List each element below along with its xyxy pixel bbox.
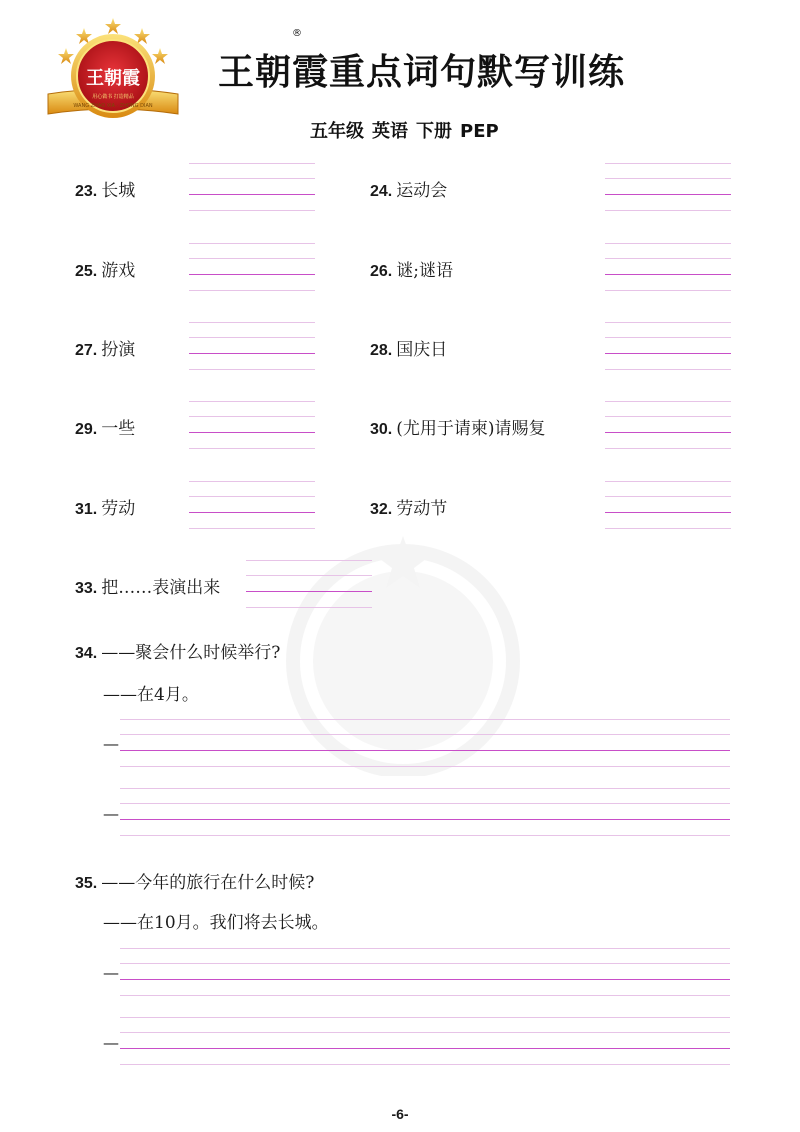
logo-name: 王朝霞 [86,68,140,89]
item-number: 30. [370,421,393,438]
item-text: 国庆日 [396,340,448,360]
vocab-item [370,335,447,360]
item-number: 34. [75,645,98,662]
answer-lines[interactable] [189,163,315,211]
item-text: 谜;谜语 [396,261,453,281]
item-number: 35. [75,875,98,892]
item-number: 27. [75,342,98,359]
item-text: 扮演 [101,340,136,360]
brand-suffix: 重点词句默写训练 [329,52,626,93]
sentence-dash: — [103,804,119,823]
item-number: 31. [75,501,98,518]
answer-lines[interactable] [189,481,315,529]
answer-lines[interactable] [605,163,731,211]
subtitle-volume: 下册 [416,121,452,142]
sentence-dash: — [103,734,119,753]
vocab-item [370,176,447,201]
vocab-item [75,414,135,439]
answer-lines[interactable] [605,481,731,529]
question-text: ——今年的旅行在什么时候? [101,873,315,893]
item-number: 28. [370,342,393,359]
sentence-dash: — [103,963,119,982]
sentence-dash: — [103,1033,119,1052]
brand-logo [46,14,180,132]
item-text: (尤用于请柬)请赐复 [396,419,546,439]
sentence-lines[interactable] [120,719,730,767]
page-number: -6- [391,1106,409,1122]
subtitle [310,117,507,143]
answer-lines[interactable] [189,322,315,370]
item-text: 一些 [101,419,136,439]
dialogue-answer-prompt: ——在4月。 [103,685,199,705]
item-number: 26. [370,263,393,280]
item-number: 24. [370,183,393,200]
logo-ring-text: WANG ZHAO XIA · ZHONG DIAN [73,103,153,109]
question-text: ——聚会什么时候举行? [101,643,281,663]
vocab-item [75,256,135,281]
item-text: 劳动 [101,499,136,519]
answer-lines[interactable] [189,401,315,449]
sentence-lines[interactable] [120,1017,730,1065]
item-text: 把……表演出来 [101,578,221,598]
answer-lines[interactable] [605,322,731,370]
answer-lines[interactable] [246,560,372,608]
registered-mark: ® [292,28,302,39]
dialogue-question [75,638,280,663]
item-text: 游戏 [101,261,136,281]
vocab-item [370,256,453,281]
vocab-item [75,573,220,598]
subtitle-grade: 五年级 [310,121,364,142]
item-number: 29. [75,421,98,438]
page-title [218,44,625,95]
brand-name: 王朝霞 [218,52,330,93]
item-text: 运动会 [396,181,448,201]
logo-motto: 用心做书 打造精品 [92,94,134,100]
dialogue-question [75,868,314,893]
vocab-item [75,335,135,360]
item-number: 23. [75,183,98,200]
item-text: 长城 [101,181,136,201]
item-number: 33. [75,580,98,597]
vocab-item [370,494,447,519]
sentence-lines[interactable] [120,948,730,996]
subtitle-subject: 英语 [372,121,408,142]
sentence-lines[interactable] [120,788,730,836]
vocab-item [75,176,135,201]
item-number: 25. [75,263,98,280]
vocab-item [370,414,546,439]
subtitle-edition: PEP [460,121,499,142]
answer-lines[interactable] [605,243,731,291]
answer-lines[interactable] [189,243,315,291]
dialogue-answer-prompt: ——在10月。我们将去长城。 [103,913,329,933]
vocab-item [75,494,135,519]
item-number: 32. [370,501,393,518]
answer-lines[interactable] [605,401,731,449]
item-text: 劳动节 [396,499,448,519]
